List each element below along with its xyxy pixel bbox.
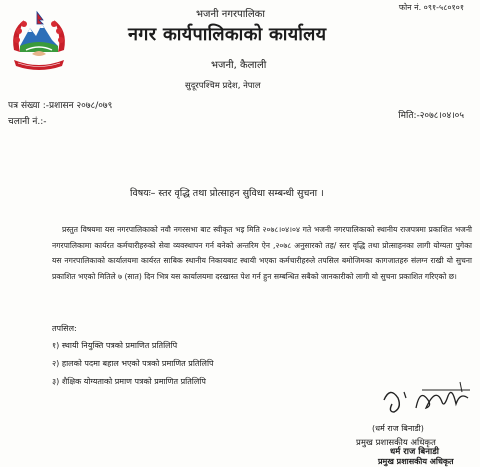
letter-subject: विषयः– स्तर वृद्धि तथा प्रोत्साहन सुविधा सम्बन्धी सुचना । (130, 188, 324, 199)
dispatch-number: चलानी नं.:- (8, 117, 47, 127)
attachment-item: २) हालको पदमा बहाल भएको पत्रको प्रमाणित प्रतिलिपि (52, 359, 214, 368)
office-title: नगर कार्यपालिकाको कार्यालय (128, 24, 327, 45)
signatory-name: (धर्म राज बिनाडी) (372, 424, 424, 433)
letter-body: प्रस्तुत विषयमा यस नगरपालिकाको नवौ नगरसभा बाट स्वीकृत भइ मिति २०७८।०४।०४ गते भजनी नगरपालिकाको स्थानीय राजपत्रमा प्रकाशित भजनी नगरपालिकामा कार्यरत कर्मचारीहरुको सेवा व्यवस्थापन गर्न बनेको अन्तरिम ऐन ,२०७८ अनुसारको तह/ स्तर वृद्धि तथा प्रोत्साहनका लागी योग्यता पुगेका यस नगरपालिकाको कार्यालयमा कार्यरत साबिक स्थानीय निकायबाट स्थायी भएका कर्मचारीहरुले तपसिल बमोजिमका कागजातहरु संलग्न राखी यो सुचना प्रकाशित भएको मितिले ७ (सात) दिन भित्र यस कार्यालयमा दरखास्त पेश गर्न हुन सम्बन्धित सबैको जानकारीको लागी यो सुचना प्रकाशित गरिएको छ। (52, 225, 472, 281)
attachment-item: ३) शैक्षिक योग्यताको प्रमाण पत्रको प्रमाणित प्रतिलिपि (52, 377, 206, 386)
province-country: सुदूरपश्चिम प्रदेश, नेपाल (185, 81, 261, 91)
nepal-emblem-logo (6, 10, 72, 76)
signatory-title: प्रमुख प्रशासकीय अधिकृत (356, 438, 436, 448)
letter-date: मिति:-२०७८।०४।०५ (398, 111, 464, 121)
municipality-name: भजनी नगरपालिका (196, 9, 265, 20)
office-location: भजनी, कैलाली (211, 60, 267, 71)
reference-number: पत्र संख्या :-प्रशासन २०७८/०७९ (8, 101, 113, 111)
stamp-title: प्रमुख प्रशासकीय अधिकृत (378, 457, 454, 466)
attachments-heading: तपसिल: (52, 324, 77, 333)
handwritten-signature (376, 378, 476, 424)
stamp-name: धर्म राज बिनाडी (390, 447, 439, 457)
phone-number: फोन नं. ०९१-५८०१०१ (398, 3, 464, 12)
attachment-item: १) स्थायी नियुक्ति पत्रको प्रमाणित प्रतिलिपि (52, 341, 178, 350)
